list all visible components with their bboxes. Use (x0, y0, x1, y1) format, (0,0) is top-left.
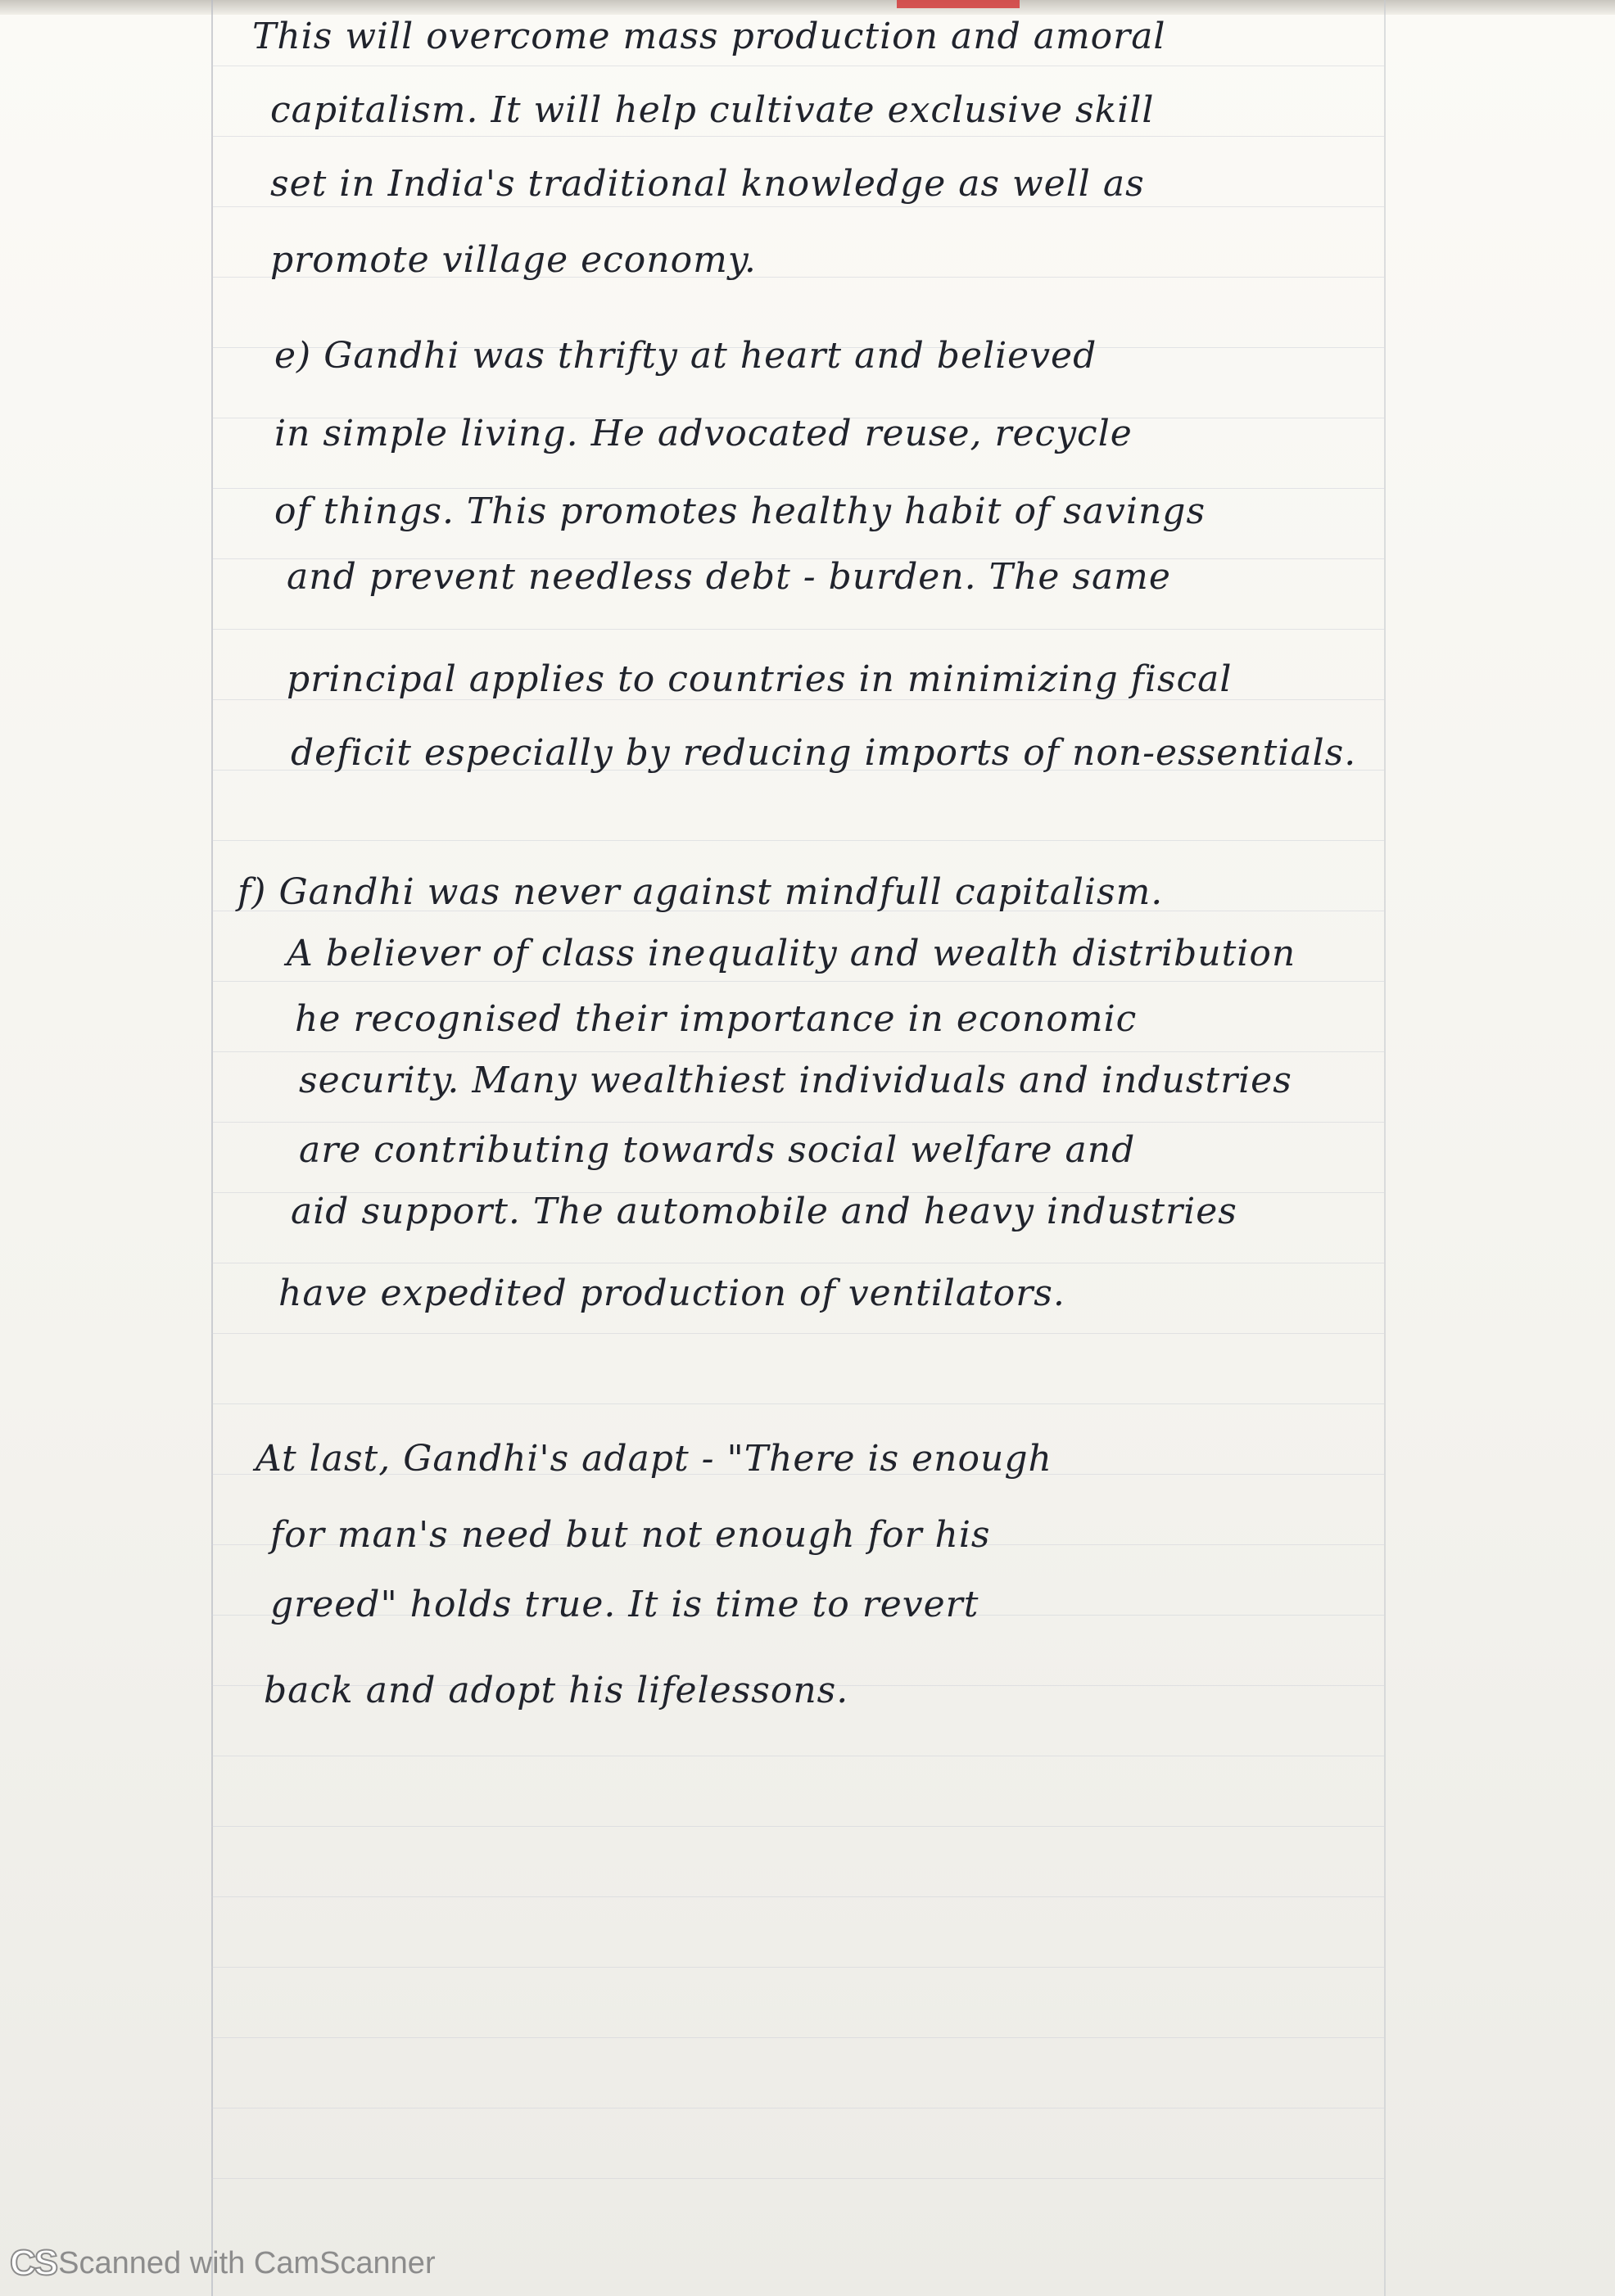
ruled-line (211, 2178, 1384, 2179)
text-line: A believer of class inequality and wealth distribution (287, 933, 1296, 974)
text-line: At last, Gandhi's adapt - "There is enough (256, 1438, 1052, 1480)
text-line: deficit especially by reducing imports of non-essentials. (291, 732, 1357, 774)
text-line: aid support. The automobile and heavy industries (291, 1191, 1237, 1232)
watermark-text: Scanned with CamScanner (58, 2245, 436, 2280)
ruled-line (211, 1403, 1384, 1404)
text-line: capitalism. It will help cultivate exclusive skill (270, 89, 1155, 131)
text-line: back and adopt his lifelessons. (264, 1670, 849, 1711)
ruled-line (211, 1333, 1384, 1334)
camscanner-logo: CS (10, 2243, 57, 2283)
text-line: f) Gandhi was never against mindfull capitalism. (238, 871, 1164, 913)
text-line: This will overcome mass production and amoral (252, 16, 1166, 57)
text-line: and prevent needless debt - burden. The same (287, 556, 1171, 598)
text-line: for man's need but not enough for his (270, 1514, 991, 1556)
ruled-line (211, 2037, 1384, 2038)
ruled-line (211, 1896, 1384, 1897)
ruled-line (211, 629, 1384, 630)
text-line: in simple living. He advocated reuse, recycle (274, 413, 1133, 454)
text-line: promote village economy. (270, 239, 757, 281)
ruled-line (211, 1967, 1384, 1968)
text-line: have expedited production of ventilators. (278, 1272, 1065, 1314)
text-line: set in India's traditional knowledge as well as (270, 163, 1145, 205)
text-line: security. Many wealthiest individuals and industries (299, 1060, 1292, 1101)
ruled-line (211, 840, 1384, 841)
text-line: of things. This promotes healthy habit of savings (274, 490, 1206, 532)
text-line: are contributing towards social welfare and (299, 1129, 1136, 1171)
text-line: he recognised their importance in economic (295, 998, 1138, 1040)
text-line: principal applies to countries in minimizing fiscal (287, 658, 1233, 700)
text-line: e) Gandhi was thrifty at heart and believed (274, 335, 1097, 377)
text-line: greed" holds true. It is time to revert (270, 1584, 979, 1625)
ruled-line (211, 1826, 1384, 1827)
scanner-watermark (10, 2240, 436, 2286)
